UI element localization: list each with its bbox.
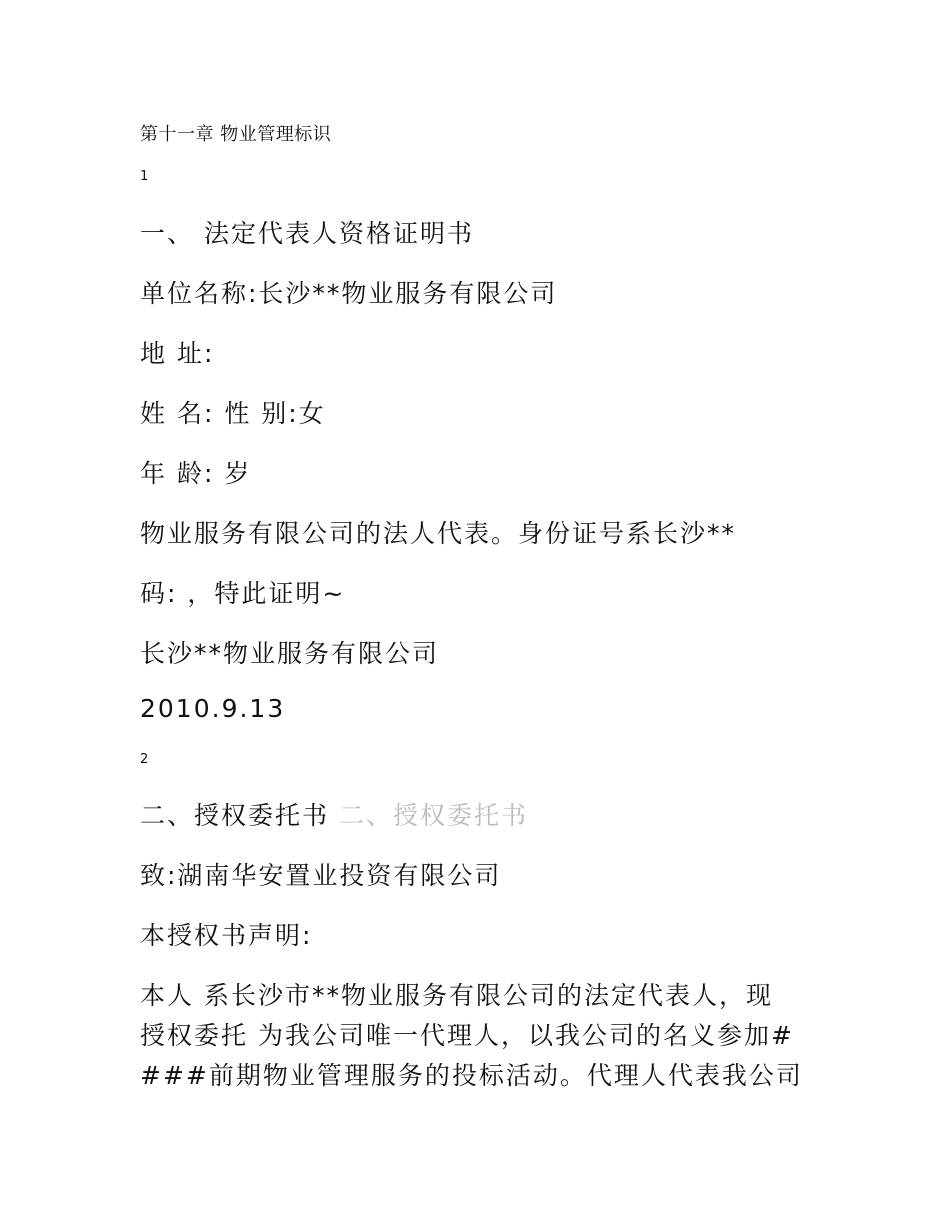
section-heading-ghost: 二、授权委托书 xyxy=(339,801,529,830)
page-number: 2 xyxy=(140,752,149,767)
age-line: 年 龄: 岁 xyxy=(140,459,252,488)
body-line: 本人 系长沙市**物业服务有限公司的法定代表人，现 xyxy=(140,981,773,1010)
address-line: 地 址: xyxy=(140,339,215,368)
name-gender-line: 姓 名: 性 别:女 xyxy=(140,399,326,428)
date-line: 2010.9.13 xyxy=(140,694,286,723)
statement-line: 码: ，特此证明~ xyxy=(140,579,346,608)
declaration-line: 本授权书声明: xyxy=(140,921,313,950)
body-line: ###前期物业管理服务的投标活动。代理人代表我公司 xyxy=(140,1061,803,1090)
section-heading: 一、 法定代表人资格证明书 xyxy=(140,219,474,248)
chapter-title: 第十一章 物业管理标识 xyxy=(140,124,332,145)
body-line: 授权委托 为我公司唯一代理人，以我公司的名义参加# xyxy=(140,1021,794,1050)
section-heading xyxy=(140,796,528,832)
addressee-line: 致:湖南华安置业投资有限公司 xyxy=(140,861,502,890)
section-heading-text: 二、授权委托书 xyxy=(140,801,330,830)
page-number: 1 xyxy=(140,169,149,184)
unit-name-line: 单位名称:长沙**物业服务有限公司 xyxy=(140,279,558,308)
statement-line: 物业服务有限公司的法人代表。身份证号系长沙** xyxy=(140,519,737,548)
company-signature: 长沙**物业服务有限公司 xyxy=(140,639,440,668)
